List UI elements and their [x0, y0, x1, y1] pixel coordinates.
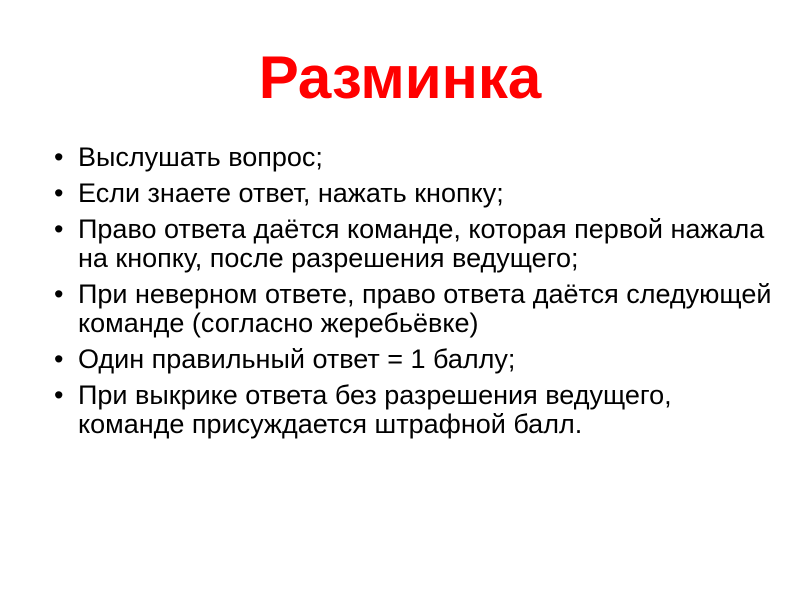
bullet-icon: •	[54, 380, 64, 410]
bullet-icon: •	[54, 142, 64, 172]
list-item-text: При неверном ответе, право ответа даётся следующей команде (согласно жеребьёвке)	[78, 279, 772, 338]
bullet-icon: •	[54, 344, 64, 374]
list-item-text: При выкрике ответа без разрешения ведущего, команде присуждается штрафной балл.	[78, 380, 672, 439]
list-item	[52, 345, 772, 374]
list-item-text: Если знаете ответ, нажать кнопку;	[78, 178, 504, 208]
list-item	[52, 143, 772, 172]
bullet-icon: •	[54, 214, 64, 244]
list-item-text: Право ответа даётся команде, которая первой нажала на кнопку, после разрешения ведущего;	[78, 214, 765, 273]
list-item	[52, 179, 772, 208]
bullet-icon: •	[54, 178, 64, 208]
list-item	[52, 280, 772, 338]
bullet-list	[52, 143, 772, 446]
list-item	[52, 381, 772, 439]
slide-title: Разминка	[258, 44, 542, 111]
list-item-text: Выслушать вопрос;	[78, 142, 323, 172]
bullet-icon: •	[54, 279, 64, 309]
list-item-text: Один правильный ответ = 1 баллу;	[78, 344, 516, 374]
list-item	[52, 215, 772, 273]
